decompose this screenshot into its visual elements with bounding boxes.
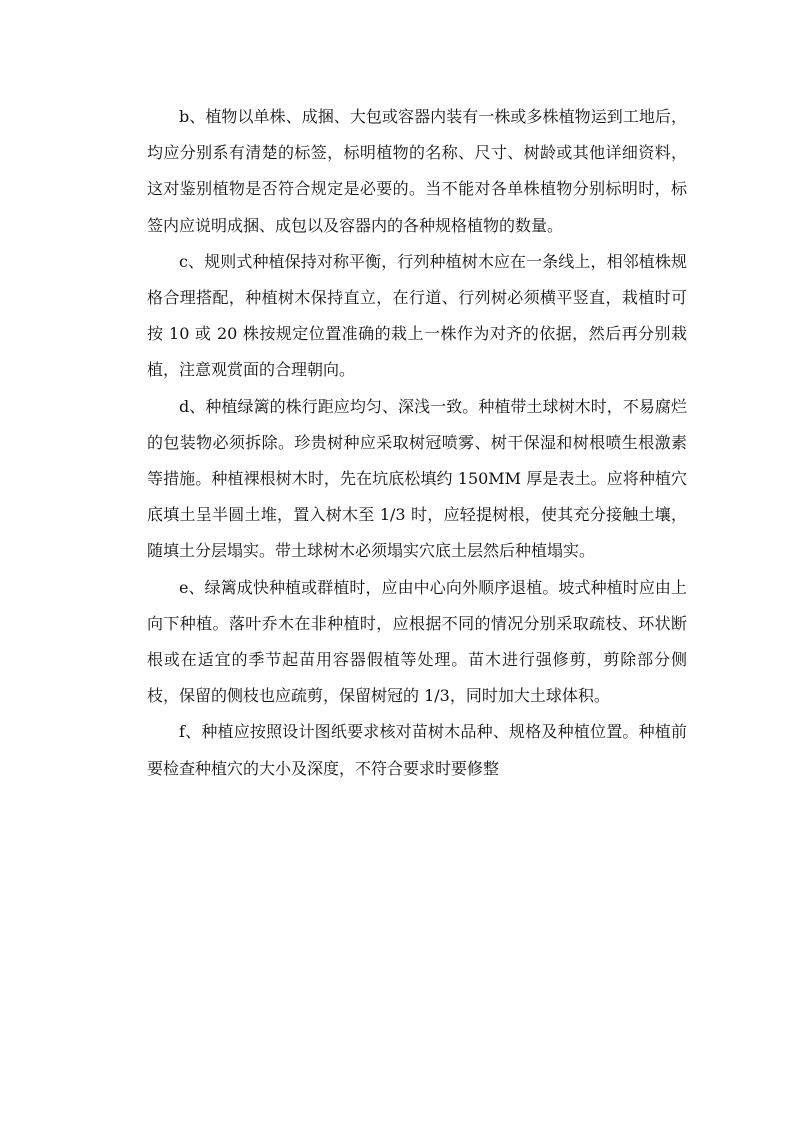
paragraph-b: b、植物以单株、成捆、大包或容器内装有一株或多株植物运到工地后，均应分别系有清楚的标签，标明植物的名称、尺寸、树龄或其他详细资料，这对鉴别植物是否符合规定是必要的。当不能对各单株植物分别标明时，标签内应说明成捆、成包以及容器内的各种规格植物的数量。 [147, 107, 687, 235]
paragraph-d: d、种植绿篱的株行距应均匀、深浅一致。种植带土球树木时，不易腐烂的包装物必须拆除。珍贵树种应采取树冠喷雾、树干保湿和树根喷生根激素等措施。种植裸根树木时，先在坑底松填约 150MM 厚是表土。应将种植穴底填土呈半圆土堆，置入树木至 1/3 时，应轻提树根，使其充分接触土壤，随填土分层塌实。带土球树木必须塌实穴底土层然后种植塌实。 [147, 396, 687, 561]
paragraph-f: f、种植应按照设计图纸要求核对苗树木品种、规格及种植位置。种植前要检查种植穴的大小及深度，不符合要求时要修整 [147, 722, 687, 778]
paragraph-e: e、绿篱成快种植或群植时，应由中心向外顺序退植。坡式种植时应由上向下种植。落叶乔木在非种植时，应根据不同的情况分别采取疏枝、环状断根或在适宜的季节起苗用容器假植等处理。苗木进行强修剪，剪除部分侧枝，保留的侧枝也应疏剪，保留树冠的 1/3，同时加大土球体积。 [147, 577, 687, 706]
paragraph-c: c、规则式种植保持对称平衡，行列种植树木应在一条线上，相邻植株规格合理搭配，种植树木保持直立，在行道、行列树必须横平竖直，栽植时可按 10 或 20 株按规定位置准确的栽上一株作为对齐的依据，然后再分别栽植，注意观赏面的合理朝向。 [147, 251, 687, 380]
document-body [147, 99, 687, 787]
